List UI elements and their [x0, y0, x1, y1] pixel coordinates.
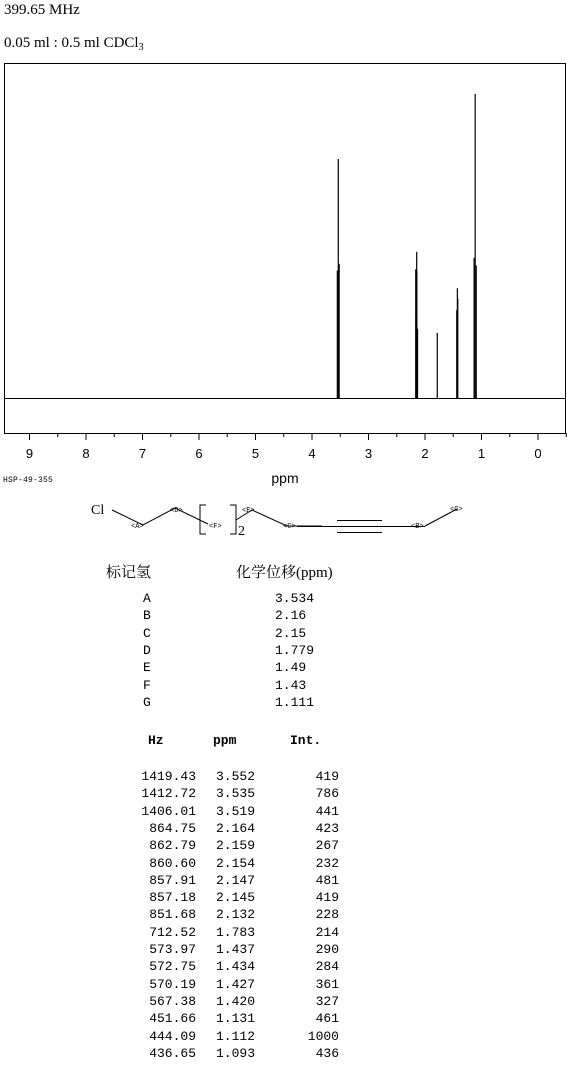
atom-label-e: <E>	[242, 507, 255, 515]
peak-int-cell: 214	[315, 924, 339, 940]
assignment-label: D	[143, 642, 151, 658]
peak-row	[0, 768, 570, 785]
spectrometer-frequency: 399.65 MHz	[4, 2, 80, 18]
tick-label: 2	[421, 446, 429, 461]
peak-hz-cell: 1406.01	[141, 803, 196, 819]
assignment-shift: 1.111	[275, 694, 315, 710]
peak-int-cell: 461	[315, 1011, 339, 1027]
nmr-spectrum-chart	[0, 0, 570, 470]
assignment-row	[143, 607, 343, 624]
assignment-shift: 2.16	[275, 608, 307, 624]
peak-int-cell: 361	[315, 976, 339, 992]
assignment-header-shift: 化学位移(ppm)	[236, 565, 333, 581]
peak-header-int: Int.	[290, 733, 322, 748]
assignment-row	[143, 659, 343, 676]
peak-int-cell: 423	[315, 820, 339, 836]
assignment-shift: 1.779	[275, 642, 315, 658]
assignment-label: A	[143, 591, 151, 606]
atom-label-f: <F>	[209, 523, 222, 531]
peak-ppm-cell: 3.535	[215, 786, 255, 802]
peak-ppm-cell: 2.132	[215, 907, 255, 923]
peak-row	[0, 906, 570, 923]
peak-row	[0, 1028, 570, 1045]
assignment-shift: 1.49	[275, 660, 307, 676]
tick-label: 8	[82, 446, 90, 461]
peak-int-cell: 267	[315, 838, 339, 854]
peak-hz-cell: 1419.43	[141, 769, 196, 784]
peak-int-cell: 284	[315, 959, 339, 975]
peak-int-cell: 327	[315, 993, 339, 1009]
peak-hz-cell: 860.60	[149, 855, 196, 871]
assignment-label: B	[143, 608, 151, 624]
peak-ppm-cell: 1.437	[215, 942, 255, 957]
peak-ppm-cell: 2.159	[215, 838, 255, 854]
peak-ppm-cell: 1.783	[215, 924, 255, 940]
peak-hz-cell: 712.52	[149, 924, 196, 940]
peak-row	[0, 820, 570, 837]
peak-hz-cell: 857.91	[149, 872, 196, 888]
tick-label: 1	[477, 446, 486, 461]
sample-concentration-text: 0.05 ml : 0.5 ml CDCl	[4, 35, 139, 51]
chlorine-atom-label: Cl	[91, 503, 105, 518]
peak-int-cell: 481	[315, 872, 339, 888]
assignment-row	[143, 642, 343, 659]
peak-hz-cell: 862.79	[149, 838, 196, 854]
peak-ppm-cell: 1.131	[215, 1011, 255, 1027]
peak-row	[0, 889, 570, 906]
assignment-shift: 3.534	[275, 591, 315, 606]
sample-code: HSP-49-355	[3, 476, 54, 485]
assignment-row	[143, 694, 343, 711]
peak-row	[0, 785, 570, 802]
peak-int-cell: 441	[315, 803, 339, 819]
peak-int-cell: 419	[315, 769, 339, 784]
peak-row	[0, 924, 570, 941]
peak-int-cell: 436	[315, 1045, 339, 1061]
peak-hz-cell: 444.09	[149, 1028, 196, 1044]
peak-row	[0, 958, 570, 975]
peak-hz-cell: 573.97	[149, 942, 196, 957]
assignment-header-label: 标记氢	[106, 565, 152, 581]
assignment-row	[143, 590, 343, 607]
tick-label: 4	[308, 446, 316, 461]
peak-row	[0, 976, 570, 993]
peak-ppm-cell: 2.147	[215, 872, 255, 888]
peak-hz-cell: 570.19	[149, 976, 196, 992]
plot-frame	[5, 64, 566, 434]
atom-label-b: <B>	[411, 523, 424, 531]
tick-label: 6	[195, 446, 203, 461]
tick-label: 3	[364, 446, 373, 461]
chain-right-bonds	[425, 509, 457, 526]
x-axis-ticks	[30, 433, 567, 440]
peak-header-ppm: ppm	[213, 733, 237, 748]
peak-int-cell: 232	[315, 855, 339, 871]
assignment-label: E	[143, 660, 151, 676]
assignment-label: G	[143, 694, 151, 710]
peak-hz-cell: 851.68	[149, 907, 196, 923]
peak-ppm-cell: 3.519	[215, 803, 255, 819]
peak-ppm-cell: 1.434	[215, 959, 255, 975]
sample-concentration-subscript: 3	[138, 42, 144, 53]
assignment-label: F	[143, 677, 151, 693]
assignment-row	[143, 677, 343, 694]
peak-ppm-cell: 1.112	[215, 1028, 255, 1044]
peak-row	[0, 855, 570, 872]
peak-row	[0, 1045, 570, 1062]
peak-row	[0, 941, 570, 958]
peak-hz-cell: 436.65	[149, 1045, 196, 1061]
peak-int-cell: 290	[315, 942, 339, 957]
peak-hz-cell: 864.75	[149, 820, 196, 836]
peak-int-cell: 419	[315, 890, 339, 906]
spectrum-peaks	[337, 94, 476, 398]
assignment-row	[143, 625, 343, 642]
repeat-subscript: 2	[238, 524, 245, 539]
peak-ppm-cell: 2.164	[215, 820, 255, 836]
peak-row	[0, 837, 570, 854]
peak-row	[0, 872, 570, 889]
peak-ppm-cell: 2.154	[215, 855, 255, 871]
assignment-shift: 2.15	[275, 625, 307, 641]
tick-label: 0	[534, 446, 542, 461]
peak-ppm-cell: 1.093	[215, 1045, 255, 1061]
peak-hz-cell: 572.75	[149, 959, 196, 975]
chain-middle-bonds	[236, 510, 322, 526]
x-axis-label: ppm	[271, 470, 299, 486]
peak-header-hz: Hz	[148, 733, 164, 748]
atom-label-c: <C>	[283, 523, 296, 531]
atom-label-d: <D>	[170, 507, 183, 515]
x-axis-tick-labels	[26, 446, 542, 461]
peak-row	[0, 993, 570, 1010]
chain-left-bonds	[112, 508, 208, 525]
atom-label-g: <G>	[450, 506, 463, 514]
atom-label-a: <A>	[131, 523, 144, 531]
bracket-right	[230, 505, 236, 534]
peak-ppm-cell: 1.420	[215, 993, 255, 1009]
peak-int-cell: 1000	[307, 1028, 339, 1044]
peak-ppm-cell: 2.145	[215, 890, 255, 906]
peak-row	[0, 1010, 570, 1027]
peak-row	[0, 803, 570, 820]
bracket-left	[200, 505, 206, 534]
peak-int-cell: 786	[315, 786, 339, 802]
peak-hz-cell: 451.66	[149, 1011, 196, 1027]
assignment-label: C	[143, 625, 151, 641]
peak-hz-cell: 1412.72	[141, 786, 196, 802]
tick-label: 7	[138, 446, 147, 461]
tick-label: 9	[25, 446, 34, 461]
peak-int-cell: 228	[315, 907, 339, 923]
peak-ppm-cell: 3.552	[215, 769, 255, 784]
peak-hz-cell: 857.18	[149, 890, 196, 906]
peak-hz-cell: 567.38	[149, 993, 196, 1009]
peak-ppm-cell: 1.427	[215, 976, 255, 992]
tick-label: 5	[251, 446, 260, 461]
assignment-shift: 1.43	[275, 677, 307, 693]
